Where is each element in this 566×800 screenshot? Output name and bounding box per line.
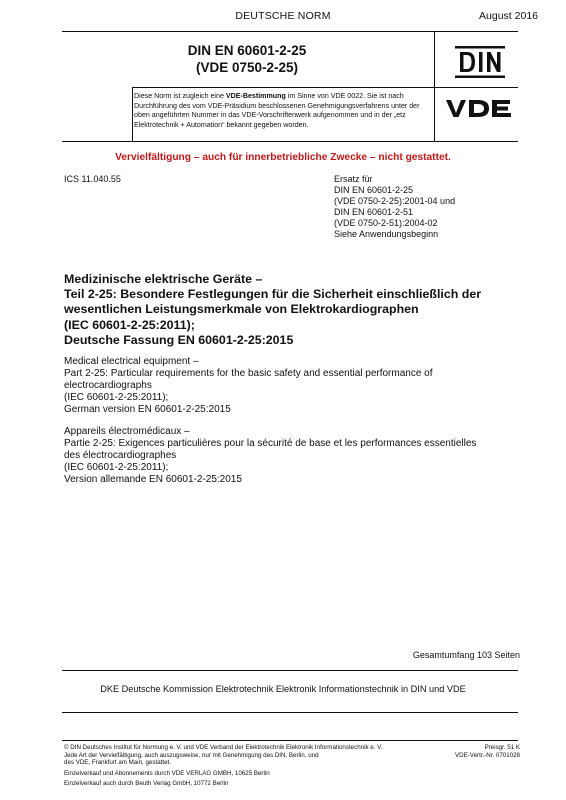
replaces-line: Ersatz für — [334, 174, 373, 184]
replaces-line: DIN EN 60601-2-25 — [334, 185, 414, 195]
divider-dke-top — [62, 670, 518, 671]
divider-header — [132, 87, 518, 88]
divider-note — [62, 141, 518, 142]
title-fr-line: Appareils électromédicaux – — [64, 426, 190, 437]
divider-logo-column — [434, 31, 435, 141]
copyright-line: © DIN Deutsches Institut für Normung e. V. und VDE Verband der Elektrotechnik Elektronik Informationstechnik e. V. — [64, 744, 383, 751]
title-en-line: Part 2-25: Particular requirements for the basic safety and essential performance of — [64, 368, 433, 380]
issue-date: August 2016 — [479, 10, 538, 22]
replaces-line: Siehe Anwendungsbeginn — [334, 229, 439, 239]
vde-note-bold: VDE-Bestimmung — [225, 92, 286, 100]
top-bar — [0, 0, 566, 40]
divider-footer — [62, 740, 518, 741]
price-block — [455, 744, 520, 759]
title-en-line: German version EN 60601-2-25:2015 — [64, 404, 231, 416]
title-english — [64, 356, 534, 416]
vde-logo — [444, 97, 516, 119]
divider-note-left — [132, 87, 133, 141]
title-en-line: electrocardiographs — [64, 380, 152, 392]
distribution-beuth: Einzelverkauf auch durch Beuth Verlag GmbH, 10772 Berlin — [64, 780, 229, 787]
copyright-line: des VDE, Frankfurt am Main, gestattet. — [64, 759, 171, 767]
divider-top — [62, 31, 518, 32]
copyright-line: Jede Art der Vervielfältigung, auch auszugsweise, nur mit Genehmigung des DIN, Berlin, und — [64, 751, 319, 759]
title-german — [64, 272, 534, 348]
title-fr-line: (IEC 60601-2-25:2011); — [64, 462, 169, 474]
page-count: Gesamtumfang 103 Seiten — [412, 650, 520, 660]
title-de-line: (IEC 60601-2-25:2011); — [64, 317, 195, 332]
title-de-line: wesentlichen Leistungsmerkmale von Elektrokardiographen — [64, 302, 419, 317]
copy-warning: Vervielfältigung – auch für innerbetriebliche Zwecke – nicht gestattet. — [115, 152, 451, 163]
ics-code: ICS 11.040.55 — [64, 174, 121, 184]
replaces-block — [334, 174, 534, 240]
title-en-line: (IEC 60601-2-25:2011); — [64, 392, 169, 404]
distribution-vde: Einzelverkauf und Abonnements durch VDE VERLAG GMBH, 10625 Berlin — [64, 770, 270, 777]
document-number — [62, 42, 432, 76]
standard-type: DEUTSCHE NORM — [235, 10, 331, 22]
dke-line: DKE Deutsche Kommission Elektrotechnik Elektronik Informationstechnik in DIN und VDE — [100, 684, 466, 694]
title-de-line: Teil 2-25: Besondere Festlegungen für die Sicherheit einschließlich der — [64, 287, 482, 302]
title-fr-line: des électrocardiographes — [64, 450, 177, 462]
copyright-notice — [64, 744, 424, 767]
replaces-line: DIN EN 60601-2-51 — [334, 207, 414, 217]
title-de-line: Medizinische elektrische Geräte – — [64, 272, 263, 286]
divider-dke-bottom — [62, 712, 518, 713]
replaces-line: (VDE 0750-2-51):2004-02 — [334, 218, 438, 228]
vde-number: (VDE 0750-2-25) — [195, 60, 299, 75]
title-french — [64, 426, 534, 486]
din-logo — [451, 44, 509, 80]
vde-note: Diese Norm ist zugleich eine VDE-Bestimmung im Sinne von VDE 0022. Sie ist nach Durchführung des vom VDE-Präsidium beschlossenen Genehmigungsverfahrens unter der oben angeführten Nummer in das VDE-Vorschriftenwerk aufgenommen und in der „etz Elektrotechnik + Automation“ bekannt gegeben worden. — [134, 92, 420, 129]
price-group: Preisgr. 51 K — [484, 744, 520, 751]
replaces-line: (VDE 0750-2-25):2001-04 und — [334, 196, 456, 206]
title-de-line: Deutsche Fassung EN 60601-2-25:2015 — [64, 332, 294, 347]
title-en-line: Medical electrical equipment – — [64, 356, 199, 367]
din-number: DIN EN 60601-2-25 — [187, 43, 307, 58]
title-fr-line: Partie 2-25: Exigences particulières pour la sécurité de base et les performances essentielles — [64, 438, 477, 450]
order-number: VDE-Vertr.-Nr. 0701028 — [455, 751, 520, 759]
title-fr-line: Version allemande EN 60601-2-25:2015 — [64, 474, 242, 486]
